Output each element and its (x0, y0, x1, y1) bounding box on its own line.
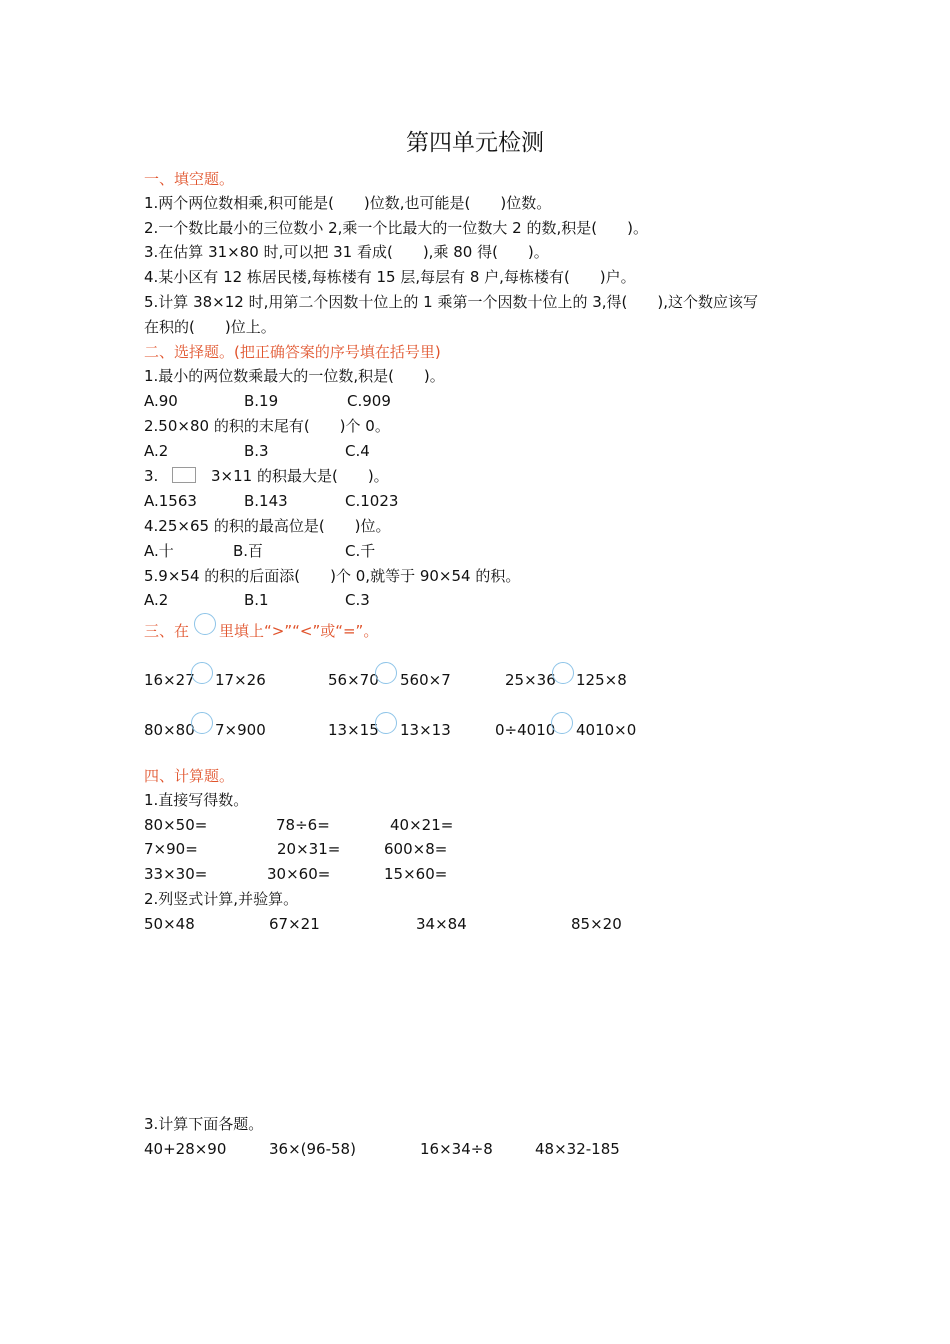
mixed-item: 16×34÷8 (420, 1140, 493, 1158)
question-2-2: 2.50×80 的积的末尾有( )个 0。 (144, 417, 390, 435)
option-b: B.143 (244, 492, 288, 510)
option-c: C.千 (345, 542, 376, 560)
compare-blank-circle[interactable] (551, 712, 573, 734)
question-2-1: 1.最小的两位数乘最大的一位数,积是( )。 (144, 367, 445, 385)
blank-box (172, 467, 196, 483)
compare-blank-circle[interactable] (191, 662, 213, 684)
mixed-item: 36×(96-58) (269, 1140, 356, 1158)
compare-right: 560×7 (400, 671, 451, 689)
option-a: A.2 (144, 591, 169, 609)
option-a: A.1563 (144, 492, 197, 510)
oral-item: 80×50= (144, 816, 208, 834)
question-2-4: 4.25×65 的积的最高位是( )位。 (144, 517, 391, 535)
compare-blank-circle[interactable] (191, 712, 213, 734)
oral-item: 15×60= (384, 865, 448, 883)
question-2-3-number: 3. (144, 467, 159, 485)
option-c: C.909 (347, 392, 391, 410)
option-b: B.1 (244, 591, 269, 609)
oral-item: 30×60= (267, 865, 331, 883)
vertical-item: 85×20 (571, 915, 622, 933)
oral-item: 78÷6= (276, 816, 330, 834)
option-b: B.19 (244, 392, 279, 410)
compare-circle-icon (194, 613, 216, 635)
mixed-item: 40+28×90 (144, 1140, 227, 1158)
compare-right: 4010×0 (576, 721, 637, 739)
option-a: A.2 (144, 442, 169, 460)
subheading-oral: 1.直接写得数。 (144, 791, 249, 809)
question-1-5-line2: 在积的( )位上。 (144, 318, 276, 336)
compare-left: 80×80 (144, 721, 195, 739)
subheading-vertical: 2.列竖式计算,并验算。 (144, 890, 299, 908)
option-a: A.90 (144, 392, 178, 410)
compare-left: 0÷4010 (495, 721, 556, 739)
question-1-5-line1: 5.计算 38×12 时,用第二个因数十位上的 1 乘第一个因数十位上的 3,得( ),这个数应该写 (144, 293, 758, 311)
question-1-2: 2.一个数比最小的三位数小 2,乘一个比最大的一位数大 2 的数,积是( )。 (144, 219, 648, 237)
subheading-mixed: 3.计算下面各题。 (144, 1115, 264, 1133)
compare-right: 17×26 (215, 671, 266, 689)
section-heading-compare-pre: 三、在 (144, 622, 190, 640)
compare-right: 13×13 (400, 721, 451, 739)
question-1-4: 4.某小区有 12 栋居民楼,每栋楼有 15 层,每层有 8 户,每栋楼有( )户。 (144, 268, 636, 286)
oral-item: 40×21= (390, 816, 454, 834)
section-heading-choice: 二、选择题。(把正确答案的序号填在括号里) (144, 343, 441, 361)
page-title: 第四单元检测 (406, 130, 544, 156)
question-1-3: 3.在估算 31×80 时,可以把 31 看成( ),乘 80 得( )。 (144, 243, 549, 261)
oral-item: 600×8= (384, 840, 448, 858)
oral-item: 7×90= (144, 840, 198, 858)
oral-item: 20×31= (277, 840, 341, 858)
section-heading-calculation: 四、计算题。 (144, 767, 235, 785)
question-2-3: 3×11 的积最大是( )。 (211, 467, 389, 485)
vertical-item: 67×21 (269, 915, 320, 933)
mixed-item: 48×32-185 (535, 1140, 620, 1158)
vertical-item: 50×48 (144, 915, 195, 933)
question-1-1: 1.两个两位数相乘,积可能是( )位数,也可能是( )位数。 (144, 194, 552, 212)
question-2-5: 5.9×54 的积的后面添( )个 0,就等于 90×54 的积。 (144, 567, 521, 585)
vertical-item: 34×84 (416, 915, 467, 933)
option-b: B.3 (244, 442, 269, 460)
compare-left: 25×36 (505, 671, 556, 689)
oral-item: 33×30= (144, 865, 208, 883)
section-heading-compare-post: 里填上“>”“<”或“=”。 (219, 622, 379, 640)
compare-blank-circle[interactable] (552, 662, 574, 684)
option-c: C.3 (345, 591, 370, 609)
section-heading-fill-blank: 一、填空题。 (144, 170, 235, 188)
compare-blank-circle[interactable] (375, 662, 397, 684)
compare-left: 13×15 (328, 721, 379, 739)
option-b: B.百 (233, 542, 264, 560)
option-c: C.1023 (345, 492, 399, 510)
option-a: A.十 (144, 542, 174, 560)
compare-left: 56×70 (328, 671, 379, 689)
compare-right: 7×900 (215, 721, 266, 739)
compare-right: 125×8 (576, 671, 627, 689)
compare-left: 16×27 (144, 671, 195, 689)
option-c: C.4 (345, 442, 370, 460)
compare-blank-circle[interactable] (375, 712, 397, 734)
